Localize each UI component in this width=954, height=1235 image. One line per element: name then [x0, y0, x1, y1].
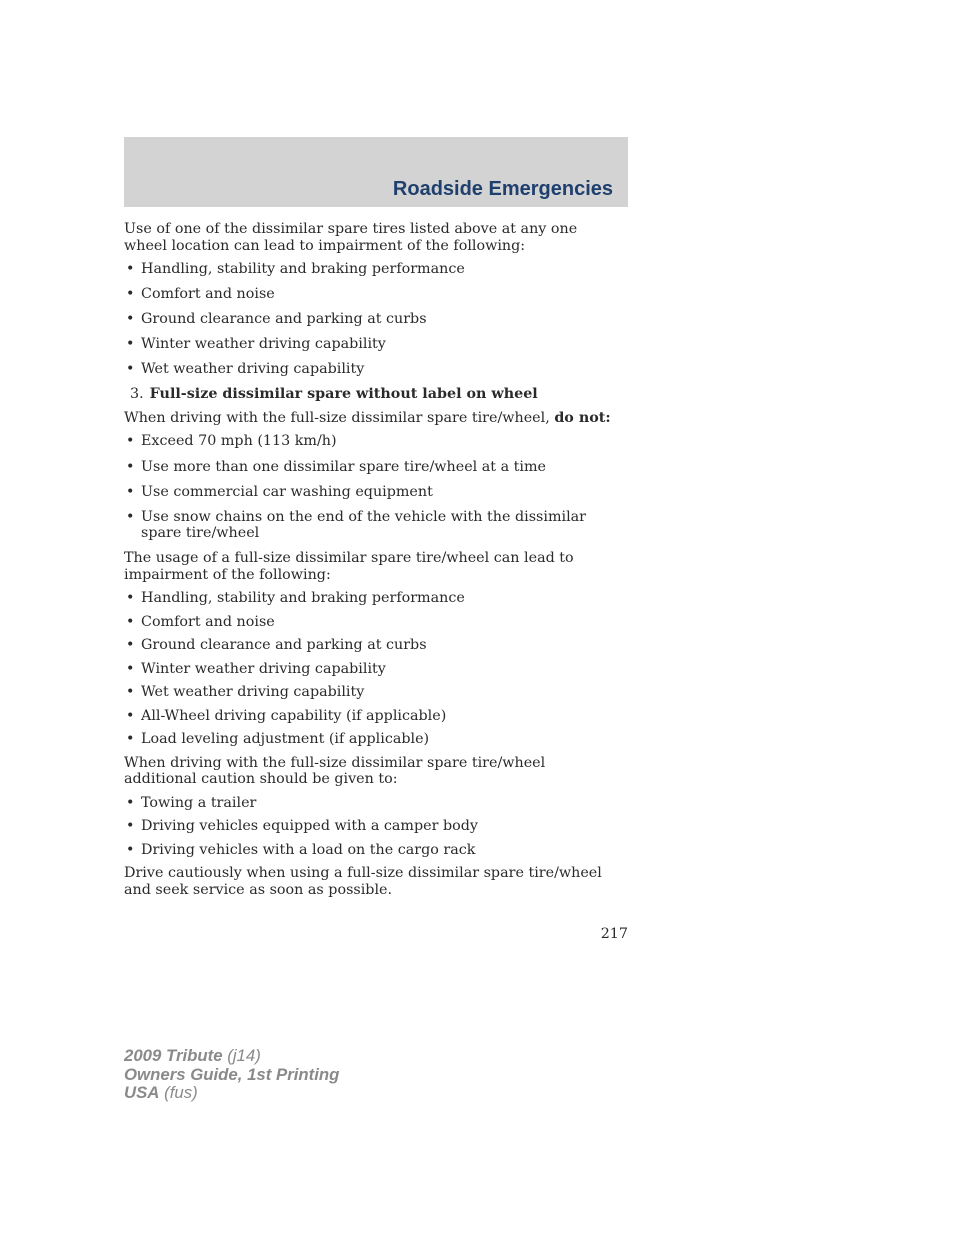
list-item: • Driving vehicles equipped with a camper body: [126, 818, 478, 835]
list-item: • Handling, stability and braking performance: [126, 590, 465, 607]
do-not-emphasis: do not:: [554, 409, 611, 426]
closing-paragraph: Drive cautiously when using a full-size dissimilar spare tire/wheel and seek service as soon as possible.: [124, 865, 602, 898]
bullet-icon: •: [126, 684, 135, 701]
list-item: • Wet weather driving capability: [126, 684, 365, 701]
bullet-icon: •: [126, 336, 135, 353]
do-not-list: [124, 433, 614, 541]
bullet-icon: •: [126, 613, 135, 630]
bullet-icon: •: [126, 433, 135, 450]
bullet-icon: •: [126, 637, 135, 654]
list-item: • Comfort and noise: [126, 613, 275, 630]
list-item: • Use commercial car washing equipment: [126, 483, 433, 500]
list-item: • All-Wheel driving capability (if applicable): [126, 707, 447, 724]
list-item: • Driving vehicles with a load on the cargo rack: [126, 841, 476, 858]
bullet-icon: •: [126, 841, 135, 858]
list-item: • Wet weather driving capability: [126, 361, 365, 378]
bullet-icon: •: [126, 707, 135, 724]
section-3-heading: [130, 386, 614, 403]
document-footer: [124, 1047, 339, 1103]
caution-list: [124, 795, 614, 859]
footer-line-3: USA (fus): [124, 1083, 198, 1102]
section-3-number: 3.: [130, 386, 144, 403]
bullet-icon: •: [126, 261, 135, 277]
list-item: • Winter weather driving capability: [126, 336, 386, 353]
bullet-icon: •: [126, 286, 135, 303]
bullet-icon: •: [126, 361, 135, 378]
list-item: • Towing a trailer: [126, 794, 257, 811]
bullet-icon: •: [126, 458, 135, 475]
impairment-list-1: [124, 261, 614, 378]
bullet-icon: •: [126, 660, 135, 677]
list-item: • Comfort and noise: [126, 286, 275, 303]
footer-line-2: Owners Guide, 1st Printing: [124, 1064, 340, 1084]
list-item: • Use snow chains on the end of the vehicle with the dissimilar spare tire/wheel: [126, 508, 587, 542]
intro-paragraph-2: The usage of a full-size dissimilar spare tire/wheel can lead to impairment of the following:: [124, 550, 574, 583]
list-item: • Use more than one dissimilar spare tire/wheel at a time: [126, 458, 547, 475]
bullet-icon: •: [126, 508, 135, 525]
section-header-band: [124, 137, 628, 207]
list-item: • Ground clearance and parking at curbs: [126, 311, 427, 328]
section-title: Roadside Emergencies: [392, 178, 613, 200]
bullet-icon: •: [126, 311, 135, 328]
intro-paragraph-3: When driving with the full-size dissimilar spare tire/wheel additional caution should be given to:: [124, 754, 546, 788]
impairment-list-2: [124, 590, 614, 748]
bullet-icon: •: [126, 818, 135, 835]
bullet-icon: •: [126, 794, 135, 811]
list-item: • Exceed 70 mph (113 km/h): [126, 433, 337, 450]
bullet-icon: •: [126, 483, 135, 500]
bullet-icon: •: [126, 731, 135, 748]
page-number: 217: [600, 926, 628, 942]
footer-line-1: 2009 Tribute (j14): [124, 1046, 261, 1065]
list-item: • Ground clearance and parking at curbs: [126, 637, 427, 654]
list-item: • Handling, stability and braking performance: [126, 261, 465, 277]
page-content: [124, 221, 614, 905]
list-item: • Winter weather driving capability: [126, 660, 386, 677]
driving-intro-paragraph: When driving with the full-size dissimilar spare tire/wheel, do not:: [124, 409, 611, 426]
list-item: • Load leveling adjustment (if applicable): [126, 731, 430, 748]
bullet-icon: •: [126, 590, 135, 607]
section-3-title: Full-size dissimilar spare without label on wheel: [149, 386, 538, 403]
intro-paragraph-1: Use of one of the dissimilar spare tires listed above at any one wheel location can lead to impairment of the following:: [124, 221, 578, 254]
